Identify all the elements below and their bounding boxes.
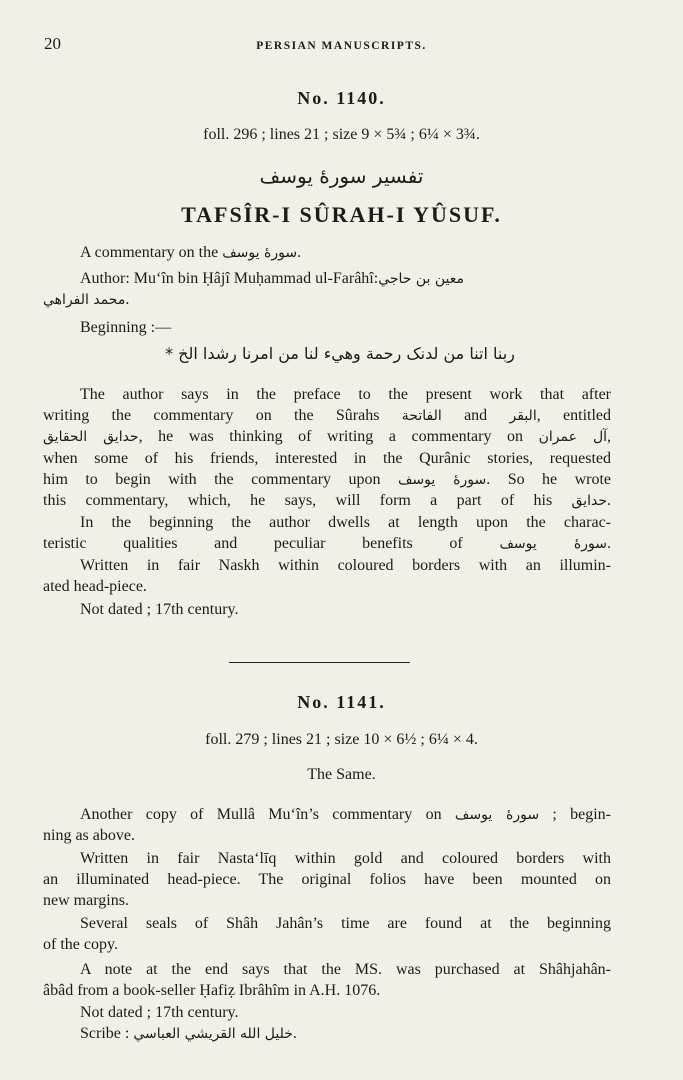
text-run: of the copy. (43, 936, 118, 953)
running-head: PERSIAN MANUSCRIPTS. (256, 40, 427, 52)
text-run: Written in fair Nasta‘līq within gold and coloured borders with (80, 850, 611, 867)
text-run: Written in fair Naskh within coloured borders with an illumin- (80, 557, 611, 574)
text-run: . So he wrote (486, 471, 612, 488)
text-run: A commentary on the (80, 244, 223, 261)
text-run: writing the commentary on the Sûrahs (43, 407, 402, 424)
text-run: Author: Mu‘în bin Ḥâjî Muḥammad ul-Farâhî: (80, 270, 379, 287)
text-line (43, 406, 611, 426)
text-line (80, 385, 611, 405)
text-run: . (606, 535, 611, 552)
text-line (80, 1003, 611, 1023)
text-run: ning as above. (43, 827, 135, 844)
text-line (80, 513, 611, 533)
text-run: , he was thinking of writing a commentary on (138, 428, 539, 445)
page-number: 20 (44, 34, 61, 53)
text-line (43, 981, 611, 1001)
arabic-text: خليل الله القريشي العباسي (133, 1026, 293, 1042)
arabic-incipit: ربنا اتنا من لدنک رحمة وهيء لنا من امرنا رشدا الخ * (165, 344, 515, 363)
text-run: âbâd from a book-seller Ḥafiẓ Ibrâhîm in A.H. 1076. (43, 982, 381, 999)
text-line (43, 290, 611, 310)
text-run: . (292, 1025, 297, 1042)
text-run: and (441, 407, 510, 424)
arabic-text: محمد الفراهي (43, 292, 126, 308)
text-line (80, 600, 611, 620)
text-run: . (297, 244, 302, 261)
text-run: ; begin- (539, 806, 611, 823)
text-run: teristic qualities and peculiar benefits of (43, 535, 500, 552)
text-line (80, 269, 611, 289)
arabic-title: تفسير سورۀ يوسف (259, 164, 424, 188)
text-run: Beginning :— (80, 319, 172, 336)
text-line (80, 805, 611, 825)
text-run: new margins. (43, 892, 129, 909)
text-line (43, 427, 611, 447)
text-line (43, 891, 611, 911)
arabic-text: حدايق الحقايق (43, 429, 139, 445)
arabic-text: سورۀ يوسف (222, 245, 298, 261)
text-line (43, 470, 611, 490)
arabic-text: البقر (509, 408, 537, 424)
text-run: Another copy of Mullâ Mu‘în’s commentary on (80, 806, 455, 823)
text-line (43, 826, 611, 846)
text-run: A note at the end says that the MS. was purchased at Shâhjahân- (80, 961, 611, 978)
text-line (43, 534, 611, 554)
section-divider (229, 662, 410, 663)
text-line (80, 914, 611, 934)
arabic-text: معين بن حاجي (378, 271, 465, 287)
text-line (80, 243, 611, 263)
text-run: The author says in the preface to the present work that after (80, 386, 611, 403)
text-run: . (607, 492, 611, 509)
text-line (43, 577, 611, 597)
text-run: an illuminated head-piece. The original folios have been mounted on (43, 871, 611, 888)
text-run: Several seals of Shâh Jahân’s time are found at the beginning (80, 915, 611, 932)
arabic-text: الفاتحة (401, 408, 442, 424)
entry-meta: foll. 279 ; lines 21 ; size 10 × 6½ ; 6¼ × 4. (205, 731, 478, 748)
arabic-text: سورۀ يوسف (499, 536, 607, 552)
text-run: this commentary, which, he says, will form a part of his (43, 492, 572, 509)
text-run: In the beginning the author dwells at length upon the charac- (80, 514, 611, 531)
arabic-text: حدايق (571, 493, 607, 509)
text-line (80, 318, 611, 338)
entry-meta: foll. 296 ; lines 21 ; size 9 × 5¾ ; 6¼ × 3¾. (203, 126, 480, 143)
text-run: when some of his friends, interested in the Qurânic stories, requested (43, 450, 611, 467)
arabic-text: سورۀ يوسف (454, 807, 540, 823)
text-run: Scribe : (80, 1025, 134, 1042)
entry-title: TAFSÎR-I SÛRAH-I YÛSUF. (181, 202, 502, 227)
text-line (43, 935, 611, 955)
arabic-text: سورۀ يوسف (397, 472, 487, 488)
arabic-text: آل عمران (538, 429, 608, 445)
text-run: , (607, 428, 612, 445)
text-line (80, 556, 611, 576)
text-line (80, 1024, 611, 1044)
text-run: . (125, 291, 130, 308)
entry-subtitle: The Same. (307, 766, 376, 783)
text-line (43, 870, 611, 890)
text-line (80, 849, 611, 869)
entry-number: No. 1140. (297, 88, 386, 108)
text-line (43, 491, 611, 511)
text-run: him to begin with the commentary upon (43, 471, 398, 488)
entry-number: No. 1141. (297, 692, 386, 712)
text-run: ated head-piece. (43, 578, 147, 595)
text-run: Not dated ; 17th century. (80, 1004, 239, 1021)
text-run: , entitled (536, 407, 612, 424)
text-run: Not dated ; 17th century. (80, 601, 239, 618)
text-line (43, 449, 611, 469)
text-line (80, 960, 611, 980)
